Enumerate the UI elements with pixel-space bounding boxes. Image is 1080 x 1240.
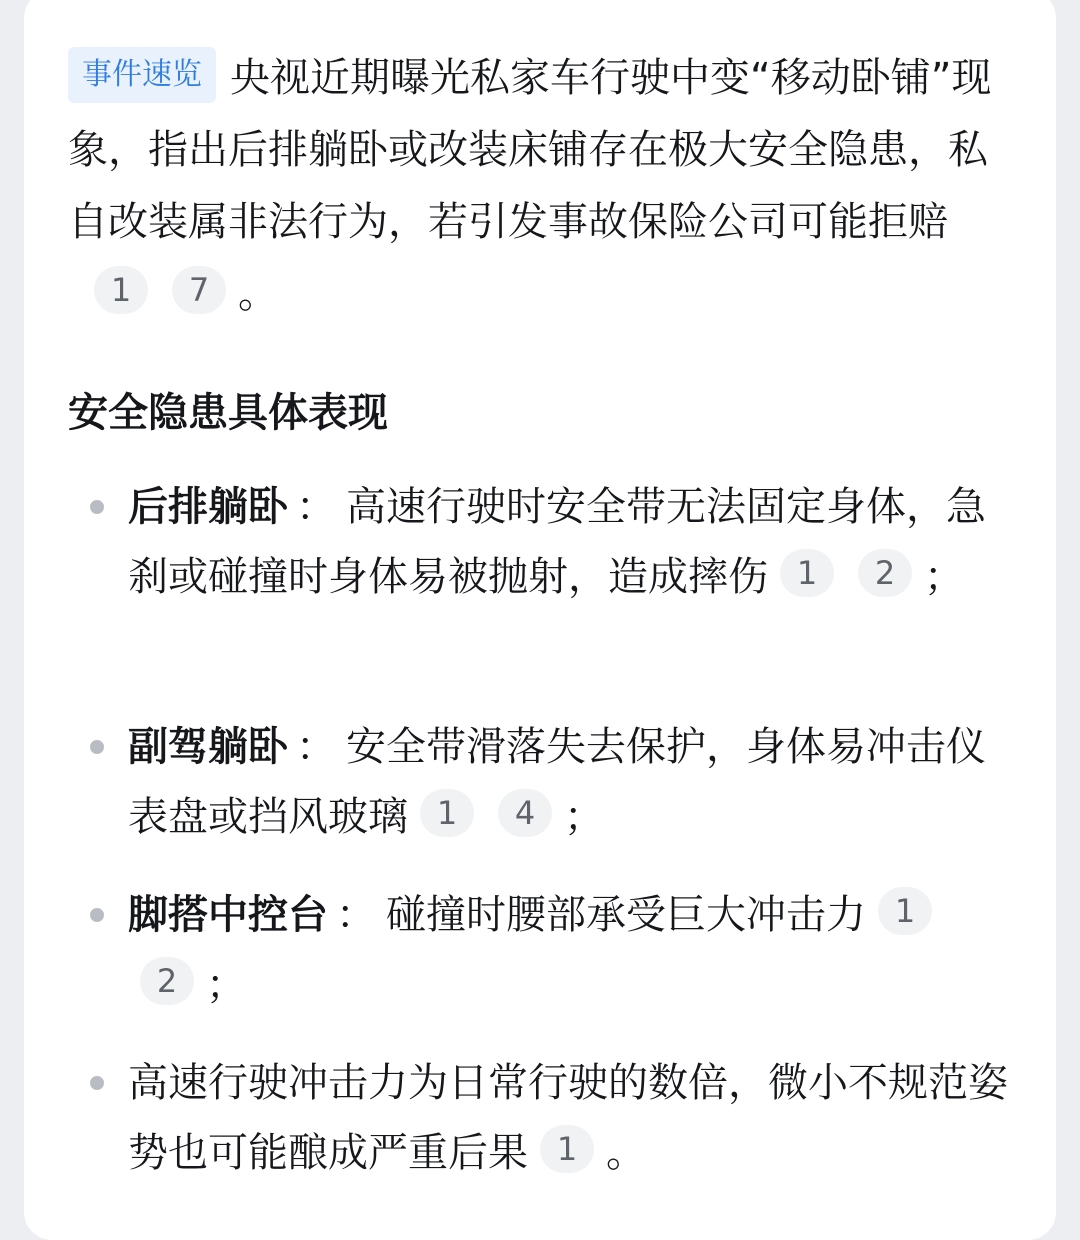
item-text: 安全带滑落失去保护，身体易冲击仪表盘或挡风玻璃 bbox=[128, 724, 986, 840]
event-summary bbox=[68, 42, 1018, 330]
item-colon: ： bbox=[296, 724, 336, 770]
bullet-dot bbox=[90, 908, 104, 922]
citation-badge[interactable]: 2 bbox=[858, 549, 912, 597]
summary-end: 。 bbox=[238, 271, 278, 317]
list-item bbox=[128, 712, 1008, 852]
bullet-dot bbox=[90, 1076, 104, 1090]
item-end: ； bbox=[206, 962, 246, 1008]
item-term: 后排躺卧 bbox=[128, 484, 288, 530]
citation-badge[interactable]: 7 bbox=[172, 266, 226, 314]
citation-badge[interactable]: 2 bbox=[140, 957, 194, 1005]
item-colon: ： bbox=[336, 892, 376, 938]
list-item bbox=[128, 880, 1008, 1020]
bullet-dot bbox=[90, 740, 104, 754]
citation-badge[interactable]: 1 bbox=[420, 789, 474, 837]
item-end: 。 bbox=[606, 1130, 646, 1176]
item-text: 高速行驶时安全带无法固定身体，急刹或碰撞时身体易被抛射，造成摔伤 bbox=[128, 484, 986, 600]
citation-badge[interactable]: 1 bbox=[540, 1125, 594, 1173]
item-colon: ： bbox=[296, 484, 336, 530]
item-text: 高速行驶冲击力为日常行驶的数倍，微小不规范姿势也可能酿成严重后果 bbox=[128, 1060, 1008, 1176]
citation-badge[interactable]: 1 bbox=[878, 887, 932, 935]
item-text: 碰撞时腰部承受巨大冲击力 bbox=[386, 892, 866, 938]
item-end: ； bbox=[924, 554, 964, 600]
citation-badge[interactable]: 1 bbox=[780, 549, 834, 597]
item-end: ； bbox=[564, 794, 604, 840]
item-term: 脚搭中控台 bbox=[128, 892, 328, 938]
list-item bbox=[128, 472, 1008, 612]
item-term: 副驾躺卧 bbox=[128, 724, 288, 770]
summary-text: 央视近期曝光私家车行驶中变“移动卧铺”现象，指出后排躺卧或改装床铺存在极大安全隐患，私自改装属非法行为，若引发事故保险公司可能拒赔 bbox=[68, 55, 992, 245]
watermark bbox=[900, 1176, 1060, 1206]
citation-badge[interactable]: 1 bbox=[94, 266, 148, 314]
citation-badge[interactable]: 4 bbox=[498, 789, 552, 837]
bullet-dot bbox=[90, 500, 104, 514]
list-item bbox=[128, 1048, 1008, 1188]
event-summary-tag[interactable]: 事件速览 bbox=[68, 47, 216, 103]
section-heading: 安全隐患具体表现 bbox=[68, 390, 388, 436]
